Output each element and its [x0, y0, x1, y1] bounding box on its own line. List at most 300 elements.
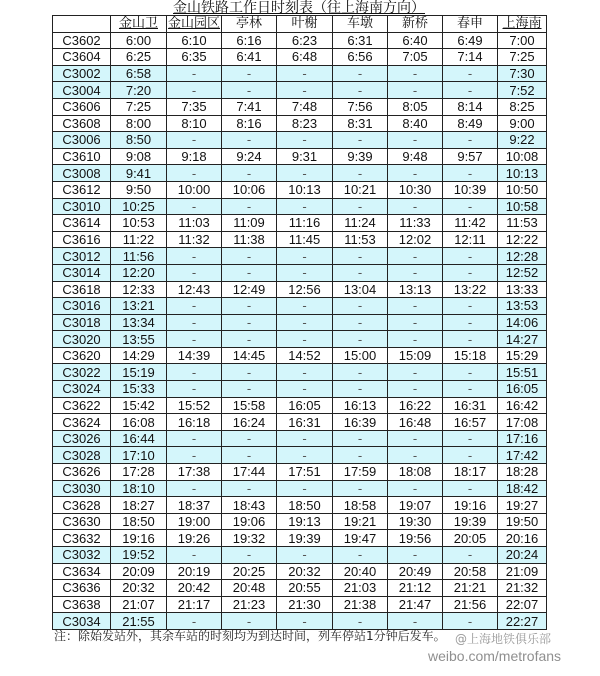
time-cell: 16:08 [111, 414, 167, 431]
time-cell: - [388, 381, 443, 398]
time-cell: 7:00 [498, 32, 547, 49]
time-cell: 21:47 [388, 596, 443, 613]
time-cell: - [222, 430, 277, 447]
time-cell: 22:27 [498, 613, 547, 630]
time-cell: 11:53 [498, 215, 547, 232]
time-cell: - [167, 165, 222, 182]
table-row [53, 563, 547, 580]
time-cell: - [388, 314, 443, 331]
time-cell: - [277, 364, 333, 381]
time-cell: - [222, 65, 277, 82]
time-cell: 18:27 [111, 497, 167, 514]
train-number: C3632 [53, 530, 111, 547]
time-cell: 6:25 [111, 49, 167, 66]
time-cell: 6:48 [277, 49, 333, 66]
time-cell: 13:34 [111, 314, 167, 331]
time-cell: - [443, 364, 498, 381]
table-row [53, 248, 547, 265]
time-cell: 19:16 [111, 530, 167, 547]
train-number: C3026 [53, 430, 111, 447]
time-cell: 21:07 [111, 596, 167, 613]
time-cell: 8:23 [277, 115, 333, 132]
time-cell: - [333, 132, 388, 149]
time-cell: 10:25 [111, 198, 167, 215]
time-cell: 13:21 [111, 298, 167, 315]
train-number: C3634 [53, 563, 111, 580]
time-cell: - [333, 547, 388, 564]
time-cell: 20:16 [498, 530, 547, 547]
time-cell: - [277, 132, 333, 149]
train-number: C3622 [53, 397, 111, 414]
footnote: 注：除始发站外，其余车站的时刻均为到达时间，列车停站1分钟后发车。 [54, 629, 446, 643]
table-row [53, 513, 547, 530]
time-cell: - [388, 331, 443, 348]
time-cell: 14:27 [498, 331, 547, 348]
time-cell: 20:19 [167, 563, 222, 580]
time-cell: 6:58 [111, 65, 167, 82]
time-cell: 17:28 [111, 464, 167, 481]
time-cell: 10:50 [498, 181, 547, 198]
time-cell: - [167, 364, 222, 381]
time-cell: 12:22 [498, 231, 547, 248]
time-cell: 20:32 [277, 563, 333, 580]
time-cell: 16:44 [111, 430, 167, 447]
time-cell: - [167, 447, 222, 464]
time-cell: 19:16 [443, 497, 498, 514]
train-number: C3620 [53, 347, 111, 364]
time-cell: - [167, 613, 222, 630]
time-cell: 18:58 [333, 497, 388, 514]
time-cell: 10:53 [111, 215, 167, 232]
time-cell: 16:39 [333, 414, 388, 431]
table-row [53, 264, 547, 281]
time-cell: - [443, 430, 498, 447]
time-cell: - [277, 381, 333, 398]
time-cell: - [443, 331, 498, 348]
time-cell: 11:09 [222, 215, 277, 232]
time-cell: - [333, 264, 388, 281]
time-cell: 19:56 [388, 530, 443, 547]
time-cell: 21:12 [388, 580, 443, 597]
time-cell: 15:19 [111, 364, 167, 381]
time-cell: 7:48 [277, 98, 333, 115]
time-cell: 11:42 [443, 215, 498, 232]
time-cell: - [333, 298, 388, 315]
table-row [53, 165, 547, 182]
time-cell: 18:50 [277, 497, 333, 514]
time-cell: 8:50 [111, 132, 167, 149]
time-cell: 17:59 [333, 464, 388, 481]
time-cell: 16:48 [388, 414, 443, 431]
time-cell: - [443, 314, 498, 331]
time-cell: 11:24 [333, 215, 388, 232]
time-cell: 8:10 [167, 115, 222, 132]
header-station-shanghai-south [498, 16, 547, 33]
time-cell: - [222, 165, 277, 182]
table-row [53, 464, 547, 481]
time-cell: 7:25 [111, 98, 167, 115]
table-row [53, 347, 547, 364]
time-cell: - [443, 165, 498, 182]
table-row [53, 414, 547, 431]
time-cell: 9:24 [222, 148, 277, 165]
train-number: C3638 [53, 596, 111, 613]
time-cell: 19:52 [111, 547, 167, 564]
time-cell: - [388, 298, 443, 315]
time-cell: - [443, 480, 498, 497]
table-row [53, 215, 547, 232]
time-cell: 6:56 [333, 49, 388, 66]
time-cell: 21:32 [498, 580, 547, 597]
time-cell: 9:00 [498, 115, 547, 132]
time-cell: 21:09 [498, 563, 547, 580]
table-row [53, 596, 547, 613]
train-number: C3028 [53, 447, 111, 464]
table-row [53, 148, 547, 165]
time-cell: 18:17 [443, 464, 498, 481]
train-number: C3606 [53, 98, 111, 115]
time-cell: 17:42 [498, 447, 547, 464]
time-cell: 8:25 [498, 98, 547, 115]
time-cell: 20:48 [222, 580, 277, 597]
time-cell: - [443, 82, 498, 99]
time-cell: 16:18 [167, 414, 222, 431]
time-cell: - [333, 447, 388, 464]
train-number: C3628 [53, 497, 111, 514]
time-cell: - [333, 381, 388, 398]
time-cell: 13:22 [443, 281, 498, 298]
time-cell: - [443, 613, 498, 630]
time-cell: 13:53 [498, 298, 547, 315]
time-cell: - [443, 132, 498, 149]
time-cell: 8:05 [388, 98, 443, 115]
time-cell: 7:41 [222, 98, 277, 115]
time-cell: - [222, 447, 277, 464]
time-cell: 20:05 [443, 530, 498, 547]
time-cell: 9:18 [167, 148, 222, 165]
time-cell: 13:04 [333, 281, 388, 298]
time-cell: - [443, 381, 498, 398]
time-cell: - [388, 165, 443, 182]
time-cell: 16:42 [498, 397, 547, 414]
time-cell: 7:30 [498, 65, 547, 82]
time-cell: - [388, 264, 443, 281]
time-cell: 6:49 [443, 32, 498, 49]
time-cell: - [167, 82, 222, 99]
time-cell: 8:16 [222, 115, 277, 132]
time-cell: 6:35 [167, 49, 222, 66]
time-cell: 10:58 [498, 198, 547, 215]
time-cell: - [167, 248, 222, 265]
time-cell: 10:13 [498, 165, 547, 182]
time-cell: - [222, 480, 277, 497]
time-cell: 14:39 [167, 347, 222, 364]
time-cell: - [167, 132, 222, 149]
train-number: C3616 [53, 231, 111, 248]
table-row [53, 281, 547, 298]
time-cell: 10:08 [498, 148, 547, 165]
time-cell: - [333, 198, 388, 215]
timetable-title: 金山铁路工作日时刻表（往上海南方向） [173, 0, 425, 16]
time-cell: 21:21 [443, 580, 498, 597]
time-cell: - [333, 314, 388, 331]
time-cell: 13:13 [388, 281, 443, 298]
table-row [53, 547, 547, 564]
time-cell: 19:27 [498, 497, 547, 514]
time-cell: 19:13 [277, 513, 333, 530]
time-cell: 17:38 [167, 464, 222, 481]
time-cell: 12:56 [277, 281, 333, 298]
time-cell: 18:42 [498, 480, 547, 497]
timetable-body [53, 32, 547, 629]
time-cell: 11:33 [388, 215, 443, 232]
header-label: 上海南 [502, 16, 542, 32]
time-cell: - [222, 364, 277, 381]
time-cell: 10:13 [277, 181, 333, 198]
time-cell: 21:17 [167, 596, 222, 613]
header-station-jinshan-yuanqu [167, 16, 222, 33]
time-cell: 6:23 [277, 32, 333, 49]
table-row [53, 613, 547, 630]
time-cell: 19:30 [388, 513, 443, 530]
time-cell: 14:29 [111, 347, 167, 364]
time-cell: - [167, 65, 222, 82]
time-cell: 10:06 [222, 181, 277, 198]
time-cell: 16:22 [388, 397, 443, 414]
table-row [53, 447, 547, 464]
time-cell: 18:28 [498, 464, 547, 481]
train-number: C3626 [53, 464, 111, 481]
time-cell: 11:16 [277, 215, 333, 232]
time-cell: 15:52 [167, 397, 222, 414]
time-cell: 6:10 [167, 32, 222, 49]
time-cell: 15:18 [443, 347, 498, 364]
time-cell: - [333, 248, 388, 265]
time-cell: 18:37 [167, 497, 222, 514]
time-cell: 12:28 [498, 248, 547, 265]
time-cell: - [222, 82, 277, 99]
time-cell: 8:14 [443, 98, 498, 115]
time-cell: - [277, 82, 333, 99]
header-station-tinglin: 亭林 [222, 16, 277, 33]
table-row [53, 32, 547, 49]
time-cell: - [443, 447, 498, 464]
table-row [53, 497, 547, 514]
train-number: C3610 [53, 148, 111, 165]
table-row [53, 331, 547, 348]
time-cell: 19:39 [443, 513, 498, 530]
time-cell: 6:31 [333, 32, 388, 49]
time-cell: 20:42 [167, 580, 222, 597]
time-cell: - [222, 132, 277, 149]
header-station-xinqiao: 新桥 [388, 16, 443, 33]
time-cell: - [167, 547, 222, 564]
time-cell: 6:00 [111, 32, 167, 49]
train-number: C3034 [53, 613, 111, 630]
time-cell: 19:47 [333, 530, 388, 547]
time-cell: - [277, 547, 333, 564]
train-number: C3614 [53, 215, 111, 232]
time-cell: 15:09 [388, 347, 443, 364]
time-cell: 21:30 [277, 596, 333, 613]
header-station-chunshen: 春申 [443, 16, 498, 33]
train-number: C3020 [53, 331, 111, 348]
time-cell: 13:55 [111, 331, 167, 348]
train-number: C3602 [53, 32, 111, 49]
time-cell: - [333, 430, 388, 447]
table-row [53, 198, 547, 215]
time-cell: 20:24 [498, 547, 547, 564]
time-cell: 12:52 [498, 264, 547, 281]
time-cell: - [222, 314, 277, 331]
time-cell: 16:13 [333, 397, 388, 414]
time-cell: 15:00 [333, 347, 388, 364]
table-row [53, 314, 547, 331]
train-number: C3630 [53, 513, 111, 530]
time-cell: - [167, 430, 222, 447]
time-cell: - [333, 65, 388, 82]
train-number: C3014 [53, 264, 111, 281]
time-cell: - [277, 613, 333, 630]
header-corner [53, 16, 111, 33]
time-cell: 8:00 [111, 115, 167, 132]
time-cell: - [277, 198, 333, 215]
train-number: C3006 [53, 132, 111, 149]
time-cell: - [443, 198, 498, 215]
time-cell: 6:41 [222, 49, 277, 66]
time-cell: 10:30 [388, 181, 443, 198]
table-row [53, 530, 547, 547]
time-cell: - [388, 547, 443, 564]
time-cell: 9:57 [443, 148, 498, 165]
table-row [53, 298, 547, 315]
time-cell: - [222, 547, 277, 564]
time-cell: - [333, 165, 388, 182]
header-station-jinshanwei [111, 16, 167, 33]
time-cell: - [333, 82, 388, 99]
train-number: C3012 [53, 248, 111, 265]
time-cell: 8:40 [388, 115, 443, 132]
time-cell: 8:49 [443, 115, 498, 132]
time-cell: 15:42 [111, 397, 167, 414]
time-cell: - [277, 298, 333, 315]
watermark-account: @上海地铁俱乐部 [455, 632, 552, 646]
time-cell: 9:50 [111, 181, 167, 198]
time-cell: 15:51 [498, 364, 547, 381]
time-cell: 18:10 [111, 480, 167, 497]
time-cell: 19:00 [167, 513, 222, 530]
time-cell: 9:08 [111, 148, 167, 165]
table-row [53, 115, 547, 132]
time-cell: 17:51 [277, 464, 333, 481]
time-cell: - [277, 430, 333, 447]
header-label: 金山园区 [167, 16, 220, 32]
time-cell: 14:52 [277, 347, 333, 364]
time-cell: 19:32 [222, 530, 277, 547]
train-number: C3024 [53, 381, 111, 398]
time-cell: 22:07 [498, 596, 547, 613]
train-number: C3002 [53, 65, 111, 82]
time-cell: 19:21 [333, 513, 388, 530]
time-cell: 17:44 [222, 464, 277, 481]
time-cell: - [277, 165, 333, 182]
time-cell: 10:39 [443, 181, 498, 198]
time-cell: - [277, 264, 333, 281]
time-cell: - [388, 613, 443, 630]
time-cell: - [277, 480, 333, 497]
time-cell: 15:58 [222, 397, 277, 414]
time-cell: - [222, 613, 277, 630]
time-cell: 12:11 [443, 231, 498, 248]
train-number: C3618 [53, 281, 111, 298]
time-cell: 10:21 [333, 181, 388, 198]
time-cell: 7:35 [167, 98, 222, 115]
time-cell: 7:56 [333, 98, 388, 115]
time-cell: 16:57 [443, 414, 498, 431]
time-cell: 7:25 [498, 49, 547, 66]
time-cell: - [277, 331, 333, 348]
time-cell: - [388, 430, 443, 447]
time-cell: 11:56 [111, 248, 167, 265]
header-station-chedun: 车墩 [333, 16, 388, 33]
time-cell: 20:49 [388, 563, 443, 580]
time-cell: - [443, 298, 498, 315]
time-cell: 6:16 [222, 32, 277, 49]
time-cell: 13:33 [498, 281, 547, 298]
table-row [53, 381, 547, 398]
table-row [53, 480, 547, 497]
time-cell: 7:14 [443, 49, 498, 66]
time-cell: - [388, 480, 443, 497]
time-cell: 16:24 [222, 414, 277, 431]
time-cell: 21:38 [333, 596, 388, 613]
train-number: C3018 [53, 314, 111, 331]
time-cell: - [388, 248, 443, 265]
time-cell: - [443, 264, 498, 281]
time-cell: 10:00 [167, 181, 222, 198]
time-cell: 20:09 [111, 563, 167, 580]
time-cell: 16:05 [277, 397, 333, 414]
table-row [53, 82, 547, 99]
table-row [53, 364, 547, 381]
time-cell: 20:40 [333, 563, 388, 580]
time-cell: 16:31 [277, 414, 333, 431]
train-number: C3612 [53, 181, 111, 198]
time-cell: 21:56 [443, 596, 498, 613]
time-cell: 19:50 [498, 513, 547, 530]
time-cell: - [388, 447, 443, 464]
time-cell: - [388, 82, 443, 99]
time-cell: 11:38 [222, 231, 277, 248]
time-cell: - [443, 547, 498, 564]
time-cell: 18:08 [388, 464, 443, 481]
time-cell: - [222, 198, 277, 215]
time-cell: 20:32 [111, 580, 167, 597]
time-cell: 18:43 [222, 497, 277, 514]
train-number: C3010 [53, 198, 111, 215]
time-cell: - [388, 132, 443, 149]
time-cell: - [167, 331, 222, 348]
time-cell: 21:03 [333, 580, 388, 597]
time-cell: - [167, 264, 222, 281]
watermark-url: weibo.com/metrofans [428, 648, 562, 664]
table-row [53, 231, 547, 248]
time-cell: - [333, 480, 388, 497]
table-row [53, 98, 547, 115]
time-cell: - [277, 248, 333, 265]
time-cell: - [167, 480, 222, 497]
time-cell: 21:23 [222, 596, 277, 613]
